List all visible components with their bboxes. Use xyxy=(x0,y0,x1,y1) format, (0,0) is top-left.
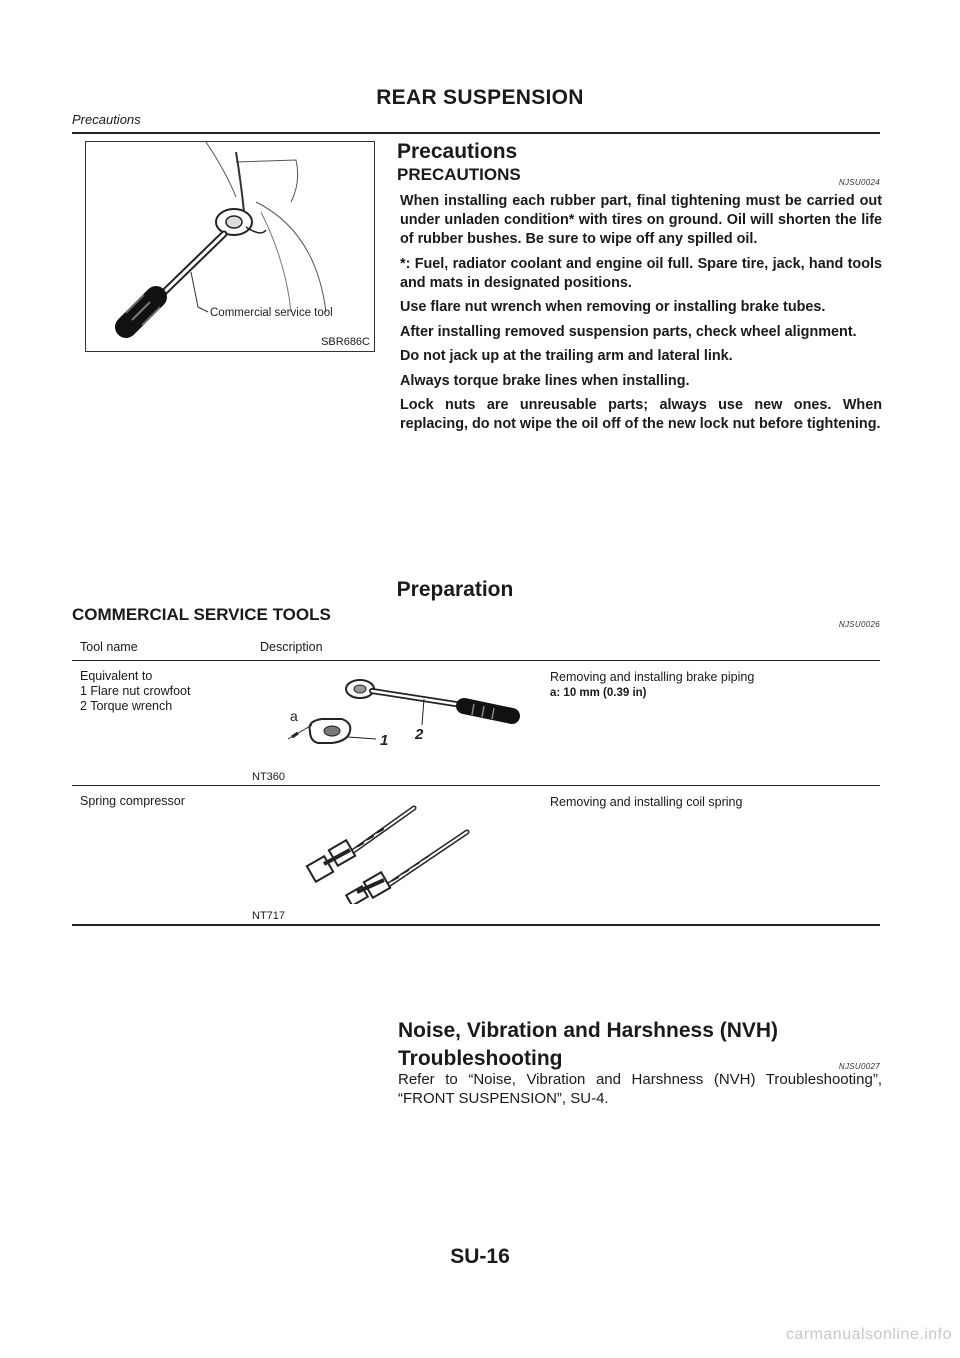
section-title: REAR SUSPENSION xyxy=(376,86,584,109)
column-header-tool-name: Tool name xyxy=(72,632,252,661)
precaution-item: Use flare nut wrench when removing or installing brake tubes. xyxy=(400,299,826,315)
spring-compressor-figure xyxy=(252,794,532,924)
tool-name-line: 1 Flare nut crowfoot xyxy=(80,684,191,698)
nvh-heading-line: Troubleshooting xyxy=(398,1047,563,1070)
tool-name-cell xyxy=(72,661,252,786)
nvh-reference-text: Refer to “Noise, Vibration and Harshness (NVH) Troubleshooting”, “FRONT SUSPENSION”, SU-4. xyxy=(398,1071,882,1107)
tools-table xyxy=(72,632,880,926)
tool-spec: a: 10 mm (0.39 in) xyxy=(550,687,647,699)
precaution-item: After installing removed suspension parts, check wheel alignment. xyxy=(400,323,857,340)
watermark: carmanualsonline.info xyxy=(785,1326,952,1343)
nvh-heading-line: Noise, Vibration and Harshness (NVH) xyxy=(398,1019,779,1042)
torque-wrench-illustration xyxy=(252,669,532,769)
preparation-heading: Preparation xyxy=(396,578,514,601)
wrench-illustration xyxy=(86,142,374,351)
dimension-a-label: a xyxy=(290,708,298,724)
figure-code: SBR686C xyxy=(321,336,370,348)
callout-1: 1 xyxy=(380,732,389,749)
precautions-list xyxy=(400,192,882,440)
header-rule xyxy=(72,132,880,134)
tool-description-cell xyxy=(542,786,880,926)
figure-code: NT360 xyxy=(252,771,286,783)
tool-name-line: 2 Torque wrench xyxy=(80,699,173,713)
nvh-heading xyxy=(398,1017,878,1073)
precaution-item: Lock nuts are unreusable parts; always use new ones. When replacing, do not wipe the oil off of the new lock nut before tightening. xyxy=(400,397,882,432)
precautions-heading: Precautions xyxy=(397,140,518,163)
figure-callout: Commercial service tool xyxy=(210,307,333,319)
tool-name-cell xyxy=(72,786,252,926)
table-row xyxy=(72,661,880,786)
section-subtitle: Precautions xyxy=(72,112,141,127)
tool-name-line: Equivalent to xyxy=(80,669,153,683)
precaution-item: Always torque brake lines when installing. xyxy=(400,372,690,389)
spring-compressor-illustration xyxy=(252,794,532,904)
tool-description: Removing and installing brake piping xyxy=(550,670,755,684)
tool-figure-cell xyxy=(252,661,542,786)
table-header-row xyxy=(72,632,880,661)
precaution-item: Do not jack up at the trailing arm and lateral link. xyxy=(400,348,733,364)
figure-code: NT717 xyxy=(252,910,286,922)
precautions-subheading: PRECAUTIONS xyxy=(397,165,521,184)
precautions-ref-code: NJSU0024 xyxy=(838,178,880,187)
torque-wrench-figure xyxy=(252,669,532,785)
wrench-figure xyxy=(85,141,375,352)
page-number: SU-16 xyxy=(450,1245,510,1268)
tool-name-line: Spring compressor xyxy=(80,794,185,808)
tool-description: Removing and installing coil spring xyxy=(550,795,743,809)
table-row xyxy=(72,786,880,926)
precaution-item: *: Fuel, radiator coolant and engine oil full. Spare tire, jack, hand tools and mats in designated positions. xyxy=(400,255,882,291)
callout-2: 2 xyxy=(415,726,424,743)
nvh-ref-code: NJSU0027 xyxy=(838,1062,880,1071)
column-header-description: Description xyxy=(252,632,880,661)
tool-figure-cell xyxy=(252,786,542,926)
tool-description-cell xyxy=(542,661,880,786)
preparation-subheading: COMMERCIAL SERVICE TOOLS xyxy=(72,605,331,624)
precaution-item: When installing each rubber part, final tightening must be carried out under unladen condition* with tires on ground. Oil will shorten the life of rubber bushes. Be sure to wipe off any spilled oil. xyxy=(400,193,882,247)
preparation-ref-code: NJSU0026 xyxy=(838,620,880,629)
